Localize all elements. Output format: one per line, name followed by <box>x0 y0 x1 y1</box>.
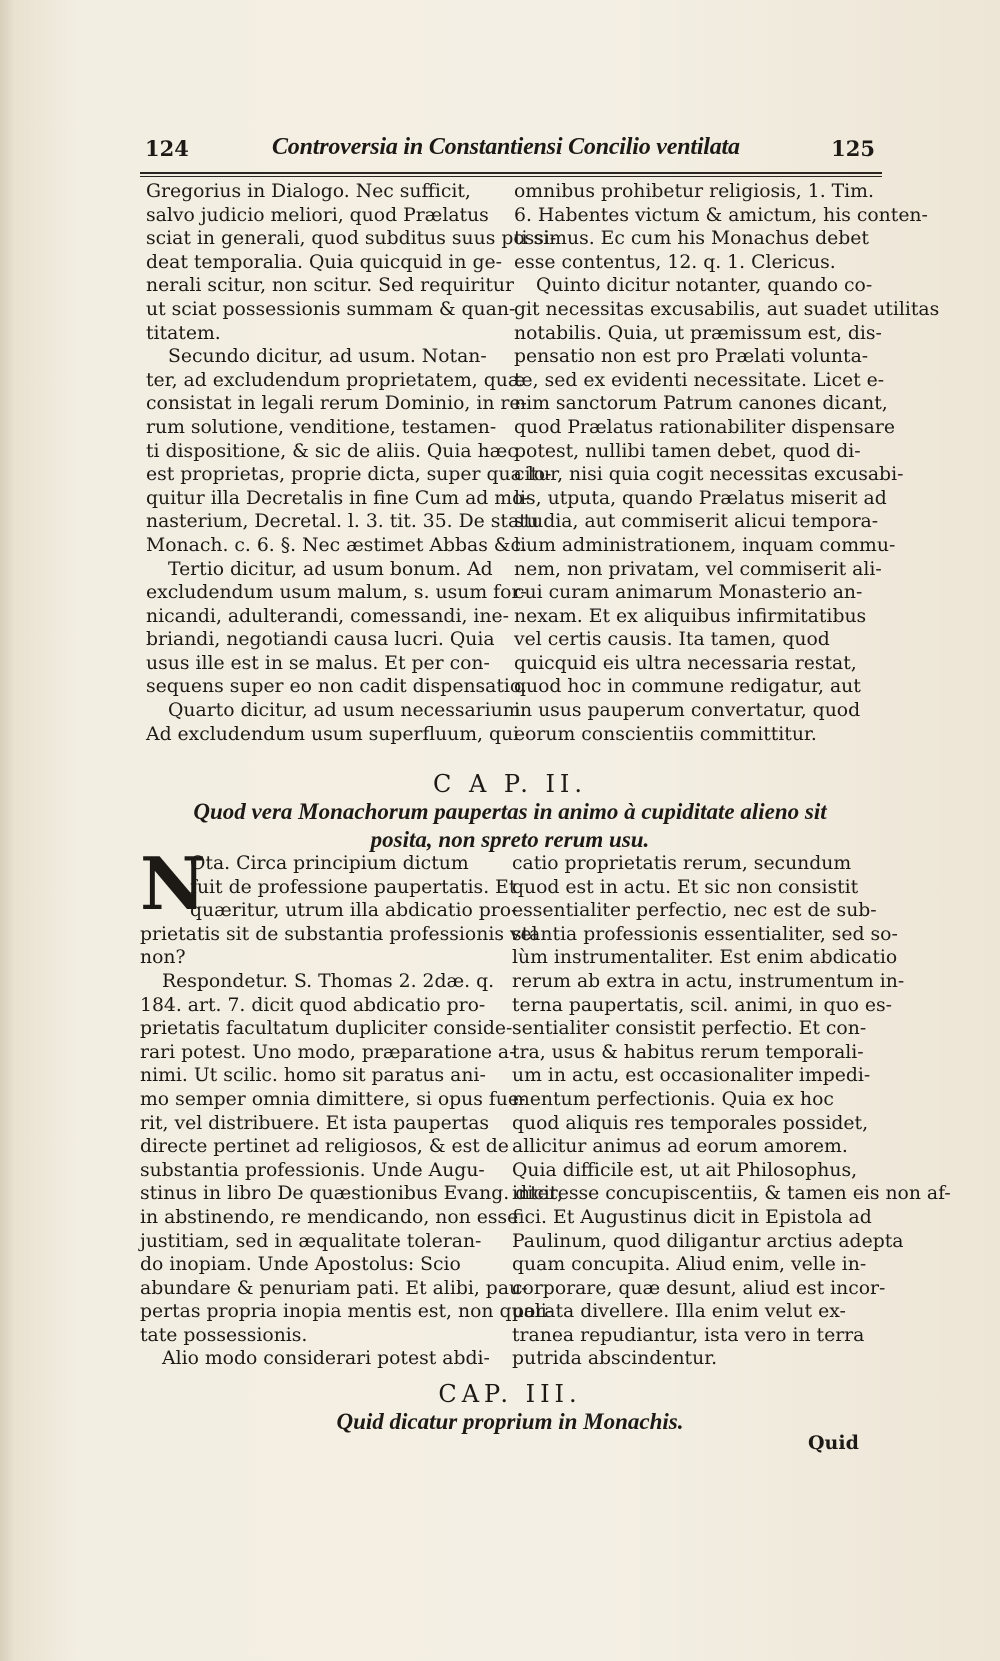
text-line: um in actu, est occasionaliter impedi- <box>512 1065 871 1087</box>
text-line: rum solutione, venditione, testamen- <box>146 416 497 438</box>
text-line: rit, vel distribuere. Et ista paupertas <box>140 1112 490 1134</box>
text-line: nexam. Et ex aliquibus infirmitatibus <box>514 605 867 627</box>
text-line: Secundo dicitur, ad usum. Notan- <box>168 346 487 368</box>
text-line: sentialiter consistit perfectio. Et con- <box>512 1018 867 1040</box>
text-line: lium administrationem, inquam commu- <box>514 534 896 556</box>
text-line: lùm instrumentaliter. Est enim abdicatio <box>512 947 898 969</box>
text-line: catio proprietatis rerum, secundum <box>512 853 852 874</box>
text-line: briandi, negotiandi causa lucri. Quia <box>146 629 495 651</box>
text-line: 6. Habentes victum & amictum, his conten- <box>514 204 928 226</box>
text-line: notabilis. Quia, ut præmissum est, dis- <box>514 322 882 344</box>
left-column-top <box>146 180 557 746</box>
text-line: quam concupita. Aliud enim, velle in- <box>512 1254 867 1276</box>
text-line: Quinto dicitur notanter, quando co- <box>536 275 873 297</box>
text-line: terna paupertatis, scil. animi, in quo es- <box>512 994 892 1016</box>
header-rule <box>140 172 882 174</box>
text-line: do inopiam. Unde Apostolus: Scio <box>140 1254 461 1276</box>
text-line: potest, nullibi tamen debet, quod di- <box>514 440 861 462</box>
text-line: mo semper omnia dimittere, si opus fue- <box>140 1088 526 1110</box>
text-line: deat temporalia. Quia quicquid in ge- <box>146 251 502 273</box>
text-line: esse contentus, 12. q. 1. Clericus. <box>514 251 836 273</box>
text-line: stantia professionis essentialiter, sed so- <box>512 923 898 945</box>
text-line: directe pertinet ad religiosos, & est de <box>140 1136 509 1158</box>
text-line: eorum conscientiis committitur. <box>514 723 817 745</box>
text-line: Ad excludendum usum superfluum, qui <box>146 723 520 745</box>
right-column-bottom <box>512 852 951 1371</box>
catchword: Quid <box>808 1432 859 1454</box>
text-line: Tertio dicitur, ad usum bonum. Ad <box>168 558 493 580</box>
text-line: quicquid eis ultra necessaria restat, <box>514 652 857 674</box>
text-line: te, sed ex evidenti necessitate. Licet e- <box>514 369 885 391</box>
text-line: non? <box>140 947 186 969</box>
text-line: quod Prælatus rationabiliter dispensare <box>514 416 895 438</box>
text-line: Monach. c. 6. §. Nec æstimet Abbas &c. <box>146 534 528 556</box>
left-column-bottom <box>140 841 564 1371</box>
right-page-number: 125 <box>831 136 875 161</box>
text-line: pertas propria inopia mentis est, non quali- <box>140 1301 554 1323</box>
text-line: Quia difficile est, ut ait Philosophus, <box>512 1159 858 1181</box>
text-line: putrida abscindentur. <box>512 1348 718 1370</box>
text-line: quitur illa Decretalis in fine Cum ad mo- <box>146 487 530 509</box>
text-line: quod aliquis res temporales possidet, <box>512 1112 869 1134</box>
text-line: allicitur animus ad eorum amorem. <box>512 1136 848 1158</box>
text-line: rerum ab extra in actu, instrumentum in- <box>512 970 905 992</box>
text-line: fuit de professione paupertatis. Et <box>190 876 517 898</box>
text-line: abundare & penuriam pati. Et alibi, pau- <box>140 1277 528 1299</box>
text-line: consistat in legali rerum Dominio, in re- <box>146 393 527 415</box>
text-line: prietatis facultatum dupliciter conside- <box>140 1018 513 1040</box>
text-line: Ota. Circa principium dictum <box>190 853 469 874</box>
text-line: porata divellere. Illa enim velut ex- <box>512 1301 846 1323</box>
text-line: pensatio non est pro Prælati volunta- <box>514 346 869 368</box>
chapter-2-heading <box>140 770 880 854</box>
text-line: tranea repudiantur, ista vero in terra <box>512 1324 865 1346</box>
chapter-3-heading <box>140 1380 880 1436</box>
text-line: cui curam animarum Monasterio an- <box>514 582 863 604</box>
text-line: ter, ad excludendum proprietatem, quæ <box>146 369 526 391</box>
text-line: sciat in generali, quod subditus suus possi- <box>146 228 557 250</box>
page-gutter-shadow <box>0 0 14 1661</box>
text-line: Respondetur. S. Thomas 2. 2dæ. q. <box>162 970 495 992</box>
left-page-number: 124 <box>145 136 189 161</box>
chapter-2-title-line-2: posita, non spreto rerum usu. <box>370 827 650 852</box>
text-line: ut sciat possessionis summam & quan- <box>146 298 516 320</box>
text-line: titatem. <box>146 322 221 344</box>
text-line: citur, nisi quia cogit necessitas excusabi- <box>514 464 904 486</box>
text-line: nimi. Ut scilic. homo sit paratus ani- <box>140 1065 486 1087</box>
chapter-2-title-line-1: Quod vera Monachorum paupertas in animo à cupiditate alieno sit <box>193 799 827 824</box>
text-line: 184. art. 7. dicit quod abdicatio pro- <box>140 994 486 1016</box>
text-line: sequens super eo non cadit dispensatio. <box>146 676 527 698</box>
running-head-title: Controversia in Constantiensi Concilio ventilata <box>272 134 740 160</box>
text-line: stinus in libro De quæstionibus Evang. dicit, <box>140 1183 564 1205</box>
text-line: quod hoc in commune redigatur, aut <box>514 676 861 698</box>
text-line: justitiam, sed in æqualitate toleran- <box>140 1230 482 1252</box>
text-line: tate possessionis. <box>140 1324 308 1346</box>
text-line: tra, usus & habitus rerum temporali- <box>512 1041 864 1063</box>
chapter-3-title: Quid dicatur proprium in Monachis. <box>336 1409 684 1434</box>
text-line: Paulinum, quod diligantur arctius adepta <box>512 1230 904 1252</box>
text-line: nasterium, Decretal. l. 3. tit. 35. De statu <box>146 511 539 533</box>
text-line: lis, utputa, quando Prælatus miserit ad <box>514 487 887 509</box>
text-line: Quarto dicitur, ad usum necessarium. <box>168 700 527 722</box>
right-column-top <box>514 180 940 746</box>
text-line: nim sanctorum Patrum canones dicant, <box>514 393 888 415</box>
text-line: excludendum usum malum, s. usum for- <box>146 582 527 604</box>
drop-capital: N <box>140 841 206 926</box>
text-line: rari potest. Uno modo, præparatione a- <box>140 1041 516 1063</box>
text-line: studia, aut commiserit alicui tempora- <box>514 511 879 533</box>
text-line: substantia professionis. Unde Augu- <box>140 1159 485 1181</box>
text-line: ti simus. Ec cum his Monachus debet <box>514 228 869 250</box>
text-line: mentum perfectionis. Quia ex hoc <box>512 1088 834 1110</box>
text-line: git necessitas excusabilis, aut suadet utilitas <box>514 298 940 320</box>
text-line: usus ille est in se malus. Et per con- <box>146 652 490 674</box>
running-head <box>145 134 875 166</box>
text-line: quæritur, utrum illa abdicatio pro- <box>190 900 518 922</box>
header-rule-thin <box>140 176 882 177</box>
text-line: corporare, quæ desunt, aliud est incor- <box>512 1277 886 1299</box>
text-line: quod est in actu. Et sic non consistit <box>512 876 859 898</box>
text-line: ti dispositione, & sic de aliis. Quia hæc <box>146 440 518 462</box>
text-line: interesse concupiscentiis, & tamen eis non af- <box>512 1183 951 1205</box>
text-line: omnibus prohibetur religiosis, 1. Tim. <box>514 181 874 202</box>
text-line: fici. Et Augustinus dicit in Epistola ad <box>512 1206 872 1228</box>
text-line: nicandi, adulterandi, comessandi, ine- <box>146 605 509 627</box>
chapter-2-label: C A P. II. <box>432 770 588 798</box>
text-line: essentialiter perfectio, nec est de sub- <box>512 900 877 922</box>
text-line: prietatis sit de substantia professionis vel <box>140 923 538 945</box>
text-line: est proprietas, proprie dicta, super qua lo- <box>146 464 552 486</box>
text-line: nem, non privatam, vel commiserit ali- <box>514 558 882 580</box>
text-line: nerali scitur, non scitur. Sed requiritur <box>146 275 514 297</box>
text-line: in usus pauperum convertatur, quod <box>514 700 861 722</box>
text-line: vel certis causis. Ita tamen, quod <box>514 629 830 651</box>
text-line: Gregorius in Dialogo. Nec sufficit, <box>146 181 471 202</box>
text-line: in abstinendo, re mendicando, non esse <box>140 1206 519 1228</box>
text-line: Alio modo considerari potest abdi- <box>162 1348 490 1370</box>
chapter-3-label: CAP. III. <box>438 1380 582 1408</box>
text-line: salvo judicio meliori, quod Prælatus <box>146 204 489 226</box>
